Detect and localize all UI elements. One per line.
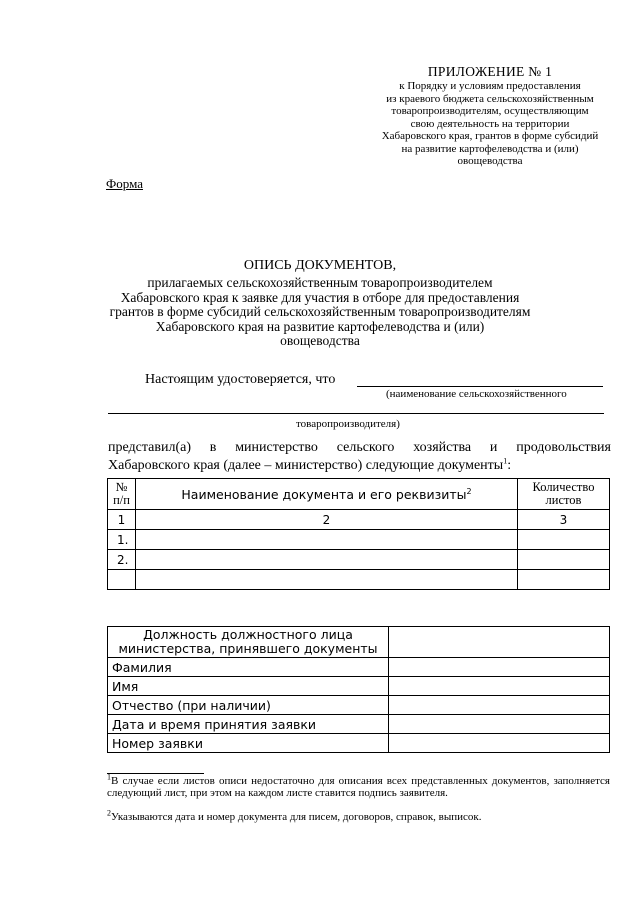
table-row: [108, 530, 610, 550]
submission-paragraph: [108, 439, 611, 475]
index-cell: 3: [518, 510, 610, 530]
staff-header-line: министерства, принявшего документы: [118, 641, 378, 656]
index-cell: 1: [108, 510, 136, 530]
producer-name-field-line: [357, 386, 603, 387]
header-count-line: листов: [545, 493, 582, 507]
subtitle-line: грантов в форме субсидий сельскохозяйственным товаропроизводителям: [109, 304, 531, 319]
appendix-line: Хабаровского края, грантов в форме субсидий: [381, 130, 599, 142]
staff-header-label: [108, 627, 389, 658]
subtitle-line: Хабаровского края на развитие картофелеводства и (или): [155, 318, 485, 334]
staff-value-patronymic[interactable]: [389, 696, 610, 715]
staff-row: [108, 658, 610, 677]
staff-table: [107, 626, 610, 753]
producer-name-field-line-2: [108, 413, 604, 414]
staff-value-surname[interactable]: [389, 658, 610, 677]
staff-value-datetime[interactable]: [389, 715, 610, 734]
producer-name-hint: (наименование сельскохозяйственного: [386, 388, 567, 400]
footnote-mark: 1: [107, 772, 111, 782]
staff-value-application-number[interactable]: [389, 734, 610, 753]
staff-value-name[interactable]: [389, 677, 610, 696]
subtitle-line: прилагаемых сельскохозяйственным товаропроизводителем: [147, 275, 493, 290]
subtitle-line: овощеводства: [280, 333, 360, 348]
table-row: [108, 550, 610, 570]
header-count-line: Количество: [532, 480, 595, 494]
header-num-line: №: [115, 480, 128, 494]
row-sheet-count[interactable]: [518, 550, 610, 570]
certify-text: Настоящим удостоверяется, что: [145, 372, 336, 387]
staff-label-datetime: Дата и время принятия заявки: [108, 715, 389, 734]
footnote-ref: 2: [466, 486, 472, 496]
table-header-row: [108, 479, 610, 510]
table-row: [108, 570, 610, 590]
staff-position-value[interactable]: [389, 627, 610, 658]
footnote-ref: 1: [503, 456, 508, 466]
row-num: [108, 570, 136, 590]
staff-label-surname: Фамилия: [108, 658, 389, 677]
staff-row: [108, 734, 610, 753]
form-label: Форма: [106, 176, 143, 191]
appendix-line: из краевого бюджета сельскохозяйственным: [386, 92, 594, 105]
appendix-title: ПРИЛОЖЕНИЕ № 1: [427, 64, 553, 79]
paragraph-colon: :: [507, 458, 512, 473]
paragraph-line-2: [108, 457, 611, 475]
staff-header-row: [108, 627, 610, 658]
documents-table: [107, 478, 610, 590]
row-doc-name[interactable]: [136, 550, 518, 570]
header-doc-name: [136, 479, 518, 510]
table-index-row: [108, 510, 610, 530]
header-doc-name-text: Наименование документа и его реквизиты: [181, 486, 467, 502]
appendix-line: к Порядку и условиям предоставления: [399, 80, 581, 92]
staff-label-application-number: Номер заявки: [108, 734, 389, 753]
row-num: 1.: [108, 530, 136, 550]
document-subtitle: [100, 276, 540, 349]
row-doc-name[interactable]: [136, 570, 518, 590]
row-sheet-count[interactable]: [518, 530, 610, 550]
paragraph-line: представил(а) в министерство сельского хозяйства и продовольствия: [108, 440, 611, 455]
header-num-line: п/п: [113, 493, 130, 507]
staff-header-line: Должность должностного лица: [143, 627, 353, 642]
appendix-line: на развитие картофелеводства и (или): [401, 142, 579, 155]
header-num: [108, 479, 136, 510]
footnote-text: Указываются дата и номер документа для писем, договоров, справок, выписок.: [111, 811, 482, 823]
index-cell: 2: [136, 510, 518, 530]
staff-row: [108, 677, 610, 696]
appendix-line: овощеводства: [457, 155, 523, 167]
appendix-line: товаропроизводителям, осуществляющим: [391, 105, 589, 117]
staff-label-patronymic: Отчество (при наличии): [108, 696, 389, 715]
staff-row: [108, 715, 610, 734]
producer-hint: товаропроизводителя): [296, 418, 400, 430]
footnote-mark: 2: [107, 808, 111, 818]
staff-label-name: Имя: [108, 677, 389, 696]
footnote-2: [107, 808, 610, 823]
appendix-line: свою деятельность на территории: [410, 117, 570, 130]
footnote-text: В случае если листов описи недостаточно для описания всех представленных документов, заполняется следующий лист, при этом на каждом листе ставится подпись заявителя.: [107, 775, 610, 799]
subtitle-line: Хабаровского края к заявке для участия в отборе для предоставления: [120, 289, 520, 305]
appendix-block: [330, 64, 640, 168]
row-doc-name[interactable]: [136, 530, 518, 550]
row-num: 2.: [108, 550, 136, 570]
staff-row: [108, 696, 610, 715]
row-sheet-count[interactable]: [518, 570, 610, 590]
paragraph-text: Хабаровского края (далее – министерство) следующие документы: [108, 458, 504, 473]
document-title: ОПИСЬ ДОКУМЕНТОВ,: [243, 258, 397, 273]
footnote-1: [107, 772, 610, 799]
footnote-separator: [107, 773, 204, 774]
header-sheet-count: [518, 479, 610, 510]
